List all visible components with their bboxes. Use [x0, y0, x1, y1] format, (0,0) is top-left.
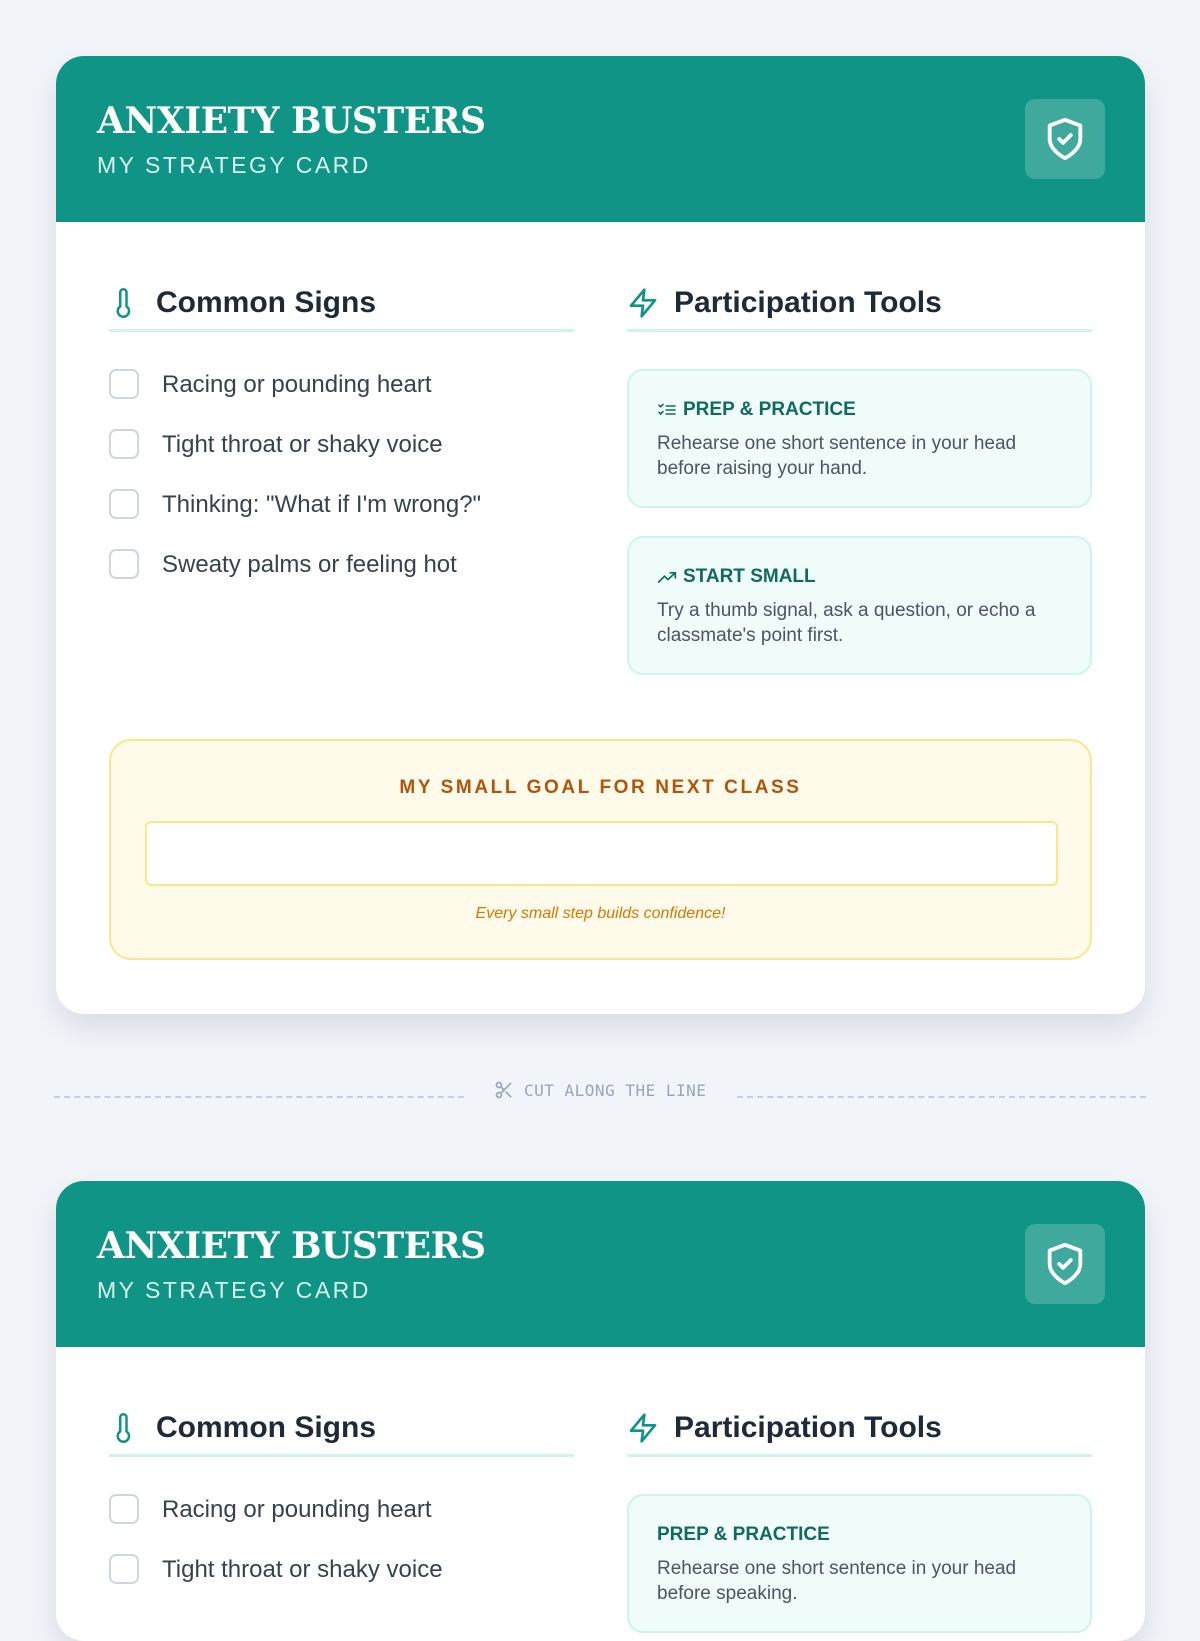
shield-check-icon — [1025, 1224, 1105, 1304]
trending-up-icon — [657, 569, 677, 585]
lightning-icon — [627, 1411, 659, 1450]
cut-label-text: CUT ALONG THE LINE — [524, 1080, 707, 1100]
scissors-icon — [494, 1080, 514, 1100]
sign-checkbox[interactable] — [109, 489, 139, 519]
tool-title — [657, 566, 816, 588]
signs-list — [109, 1494, 574, 1614]
tool-title-text: PREP & PRACTICE — [657, 1524, 830, 1545]
list-item — [109, 369, 574, 429]
list-item — [109, 1554, 574, 1614]
common-signs-section — [109, 1397, 574, 1614]
thermometer-icon — [109, 286, 139, 325]
section-title: Common Signs — [156, 1411, 377, 1444]
tool-description: Rehearse one short sentence in your head before raising your hand. — [657, 433, 1017, 479]
list-item — [109, 489, 574, 549]
signs-list — [109, 369, 574, 609]
participation-tools-section — [627, 272, 1092, 732]
cut-label — [494, 1080, 706, 1100]
sign-checkbox[interactable] — [109, 549, 139, 579]
card-header — [56, 56, 1145, 222]
strategy-card — [56, 56, 1145, 1014]
sign-label: Racing or pounding heart — [162, 1496, 432, 1523]
list-item — [109, 429, 574, 489]
section-title: Participation Tools — [674, 1411, 942, 1444]
strategy-card — [56, 1181, 1145, 1641]
tool-card-prep — [627, 369, 1092, 508]
tool-title — [657, 1524, 830, 1546]
section-header — [627, 1397, 1092, 1457]
card-title: ANXIETY BUSTERS — [97, 100, 486, 142]
cut-dash-right — [737, 1096, 1146, 1098]
card-header — [56, 1181, 1145, 1347]
sign-label: Thinking: "What if I'm wrong?" — [162, 491, 482, 518]
sign-label: Tight throat or shaky voice — [162, 1556, 443, 1583]
goal-box — [109, 739, 1092, 960]
tool-title-text: START SMALL — [683, 566, 816, 587]
common-signs-section — [109, 272, 574, 609]
sign-label: Racing or pounding heart — [162, 371, 432, 398]
card-subtitle: MY STRATEGY CARD — [97, 1277, 371, 1303]
section-header — [627, 272, 1092, 332]
lightning-icon — [627, 286, 659, 325]
section-title: Participation Tools — [674, 286, 942, 319]
cut-line — [54, 1072, 1146, 1102]
card-title: ANXIETY BUSTERS — [97, 1225, 486, 1267]
cut-dash-left — [54, 1096, 464, 1098]
sign-checkbox[interactable] — [109, 369, 139, 399]
tool-description: Rehearse one short sentence in your head before speaking. — [657, 1558, 1017, 1604]
tool-card-prep — [627, 1494, 1092, 1633]
tool-description: Try a thumb signal, ask a question, or echo a classmate's point first. — [657, 600, 1036, 646]
sign-label: Sweaty palms or feeling hot — [162, 551, 457, 578]
goal-title: MY SMALL GOAL FOR NEXT CLASS — [399, 777, 802, 798]
shield-check-icon — [1025, 99, 1105, 179]
sign-checkbox[interactable] — [109, 429, 139, 459]
participation-tools-section — [627, 1397, 1092, 1637]
tool-card-start-small — [627, 536, 1092, 675]
section-header — [109, 272, 574, 332]
section-title: Common Signs — [156, 286, 377, 319]
sign-label: Tight throat or shaky voice — [162, 431, 443, 458]
section-header — [109, 1397, 574, 1457]
goal-note: Every small step builds confidence! — [475, 905, 726, 922]
tool-title-text: PREP & PRACTICE — [683, 399, 856, 420]
list-item — [109, 549, 574, 609]
checklist-icon — [657, 402, 677, 418]
sign-checkbox[interactable] — [109, 1494, 139, 1524]
card-subtitle: MY STRATEGY CARD — [97, 152, 371, 178]
thermometer-icon — [109, 1411, 139, 1450]
tool-title — [657, 399, 856, 421]
sign-checkbox[interactable] — [109, 1554, 139, 1584]
list-item — [109, 1494, 574, 1554]
goal-input[interactable] — [145, 821, 1058, 886]
